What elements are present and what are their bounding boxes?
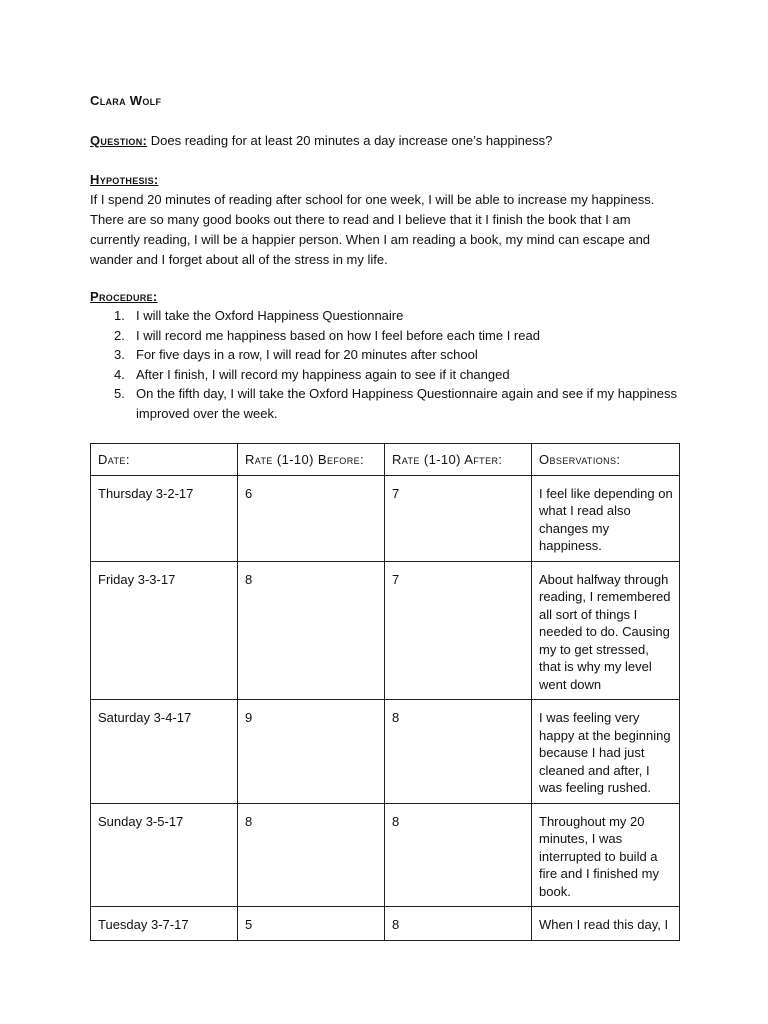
- header-rate-after: Rate (1-10) After:: [385, 444, 532, 476]
- table-row: [91, 475, 680, 561]
- cell-before: 5: [238, 907, 385, 941]
- step-text: After I finish, I will record my happiness again to see if it changed: [136, 366, 510, 382]
- cell-date: Sunday 3-5-17: [91, 803, 238, 907]
- step-text: On the fifth day, I will take the Oxford Happiness Questionnaire again and see if my happiness improved over the week.: [136, 386, 678, 421]
- hypothesis-heading: [90, 172, 159, 187]
- step-text: For five days in a row, I will read for 20 minutes after school: [136, 347, 478, 363]
- step-number: 1.: [114, 308, 125, 323]
- hypothesis-label: Hypothesis:: [90, 172, 159, 187]
- happiness-log-table: [90, 443, 680, 941]
- author-name: Clara Wolf: [90, 93, 162, 108]
- cell-after: 7: [385, 475, 532, 561]
- header-rate-before: Rate (1-10) Before:: [238, 444, 385, 476]
- table-row: [91, 803, 680, 907]
- procedure-step: [90, 345, 690, 365]
- procedure-step: [90, 326, 690, 346]
- procedure-label: Procedure:: [90, 289, 158, 304]
- cell-observation: When I read this day, I: [532, 907, 680, 941]
- cell-after: 8: [385, 803, 532, 907]
- step-number: 2.: [114, 327, 125, 343]
- cell-date: Friday 3-3-17: [91, 561, 238, 700]
- cell-observation: I was feeling very happy at the beginning because I had just cleaned and after, I was feeling rushed.: [532, 700, 680, 804]
- cell-before: 8: [238, 561, 385, 700]
- question-text: Does reading for at least 20 minutes a day increase one’s happiness?: [150, 133, 553, 148]
- procedure-step: [90, 384, 690, 423]
- header-observations: Observations:: [532, 444, 680, 476]
- cell-after: 8: [385, 907, 532, 941]
- cell-after: 8: [385, 700, 532, 804]
- step-text: I will take the Oxford Happiness Questionnaire: [136, 308, 404, 323]
- table-row: [91, 700, 680, 804]
- cell-after: 7: [385, 561, 532, 700]
- table-row: [91, 907, 680, 941]
- cell-date: Saturday 3-4-17: [91, 700, 238, 804]
- step-text: I will record me happiness based on how I feel before each time I read: [136, 327, 540, 343]
- table-header-row: [91, 444, 680, 476]
- cell-date: Thursday 3-2-17: [91, 475, 238, 561]
- procedure-heading: [90, 289, 158, 304]
- question-line: [90, 133, 690, 148]
- cell-before: 9: [238, 700, 385, 804]
- header-date: Date:: [91, 444, 238, 476]
- step-number: 5.: [114, 386, 125, 402]
- question-label: Question:: [90, 133, 148, 148]
- cell-observation: I feel like depending on what I read also changes my happiness.: [532, 475, 680, 561]
- cell-observation: Throughout my 20 minutes, I was interrupted to build a fire and I finished my book.: [532, 803, 680, 907]
- step-number: 4.: [114, 366, 125, 382]
- table-row: [91, 561, 680, 700]
- cell-before: 6: [238, 475, 385, 561]
- cell-date: Tuesday 3-7-17: [91, 907, 238, 941]
- cell-before: 8: [238, 803, 385, 907]
- step-number: 3.: [114, 347, 125, 363]
- procedure-step: [90, 306, 690, 326]
- cell-observation: About halfway through reading, I remembered all sort of things I needed to do. Causing my to get stressed, that is why my level went down: [532, 561, 680, 700]
- hypothesis-text: If I spend 20 minutes of reading after school for one week, I will be able to increase my happiness. There are so many good books out there to read and I believe that it I finish the book that I am currently reading, I will be a happier person. When I am reading a book, my mind can escape and wander and I forget about all of the stress in my life.: [90, 192, 655, 267]
- procedure-list: [90, 306, 690, 424]
- procedure-step: [90, 365, 690, 385]
